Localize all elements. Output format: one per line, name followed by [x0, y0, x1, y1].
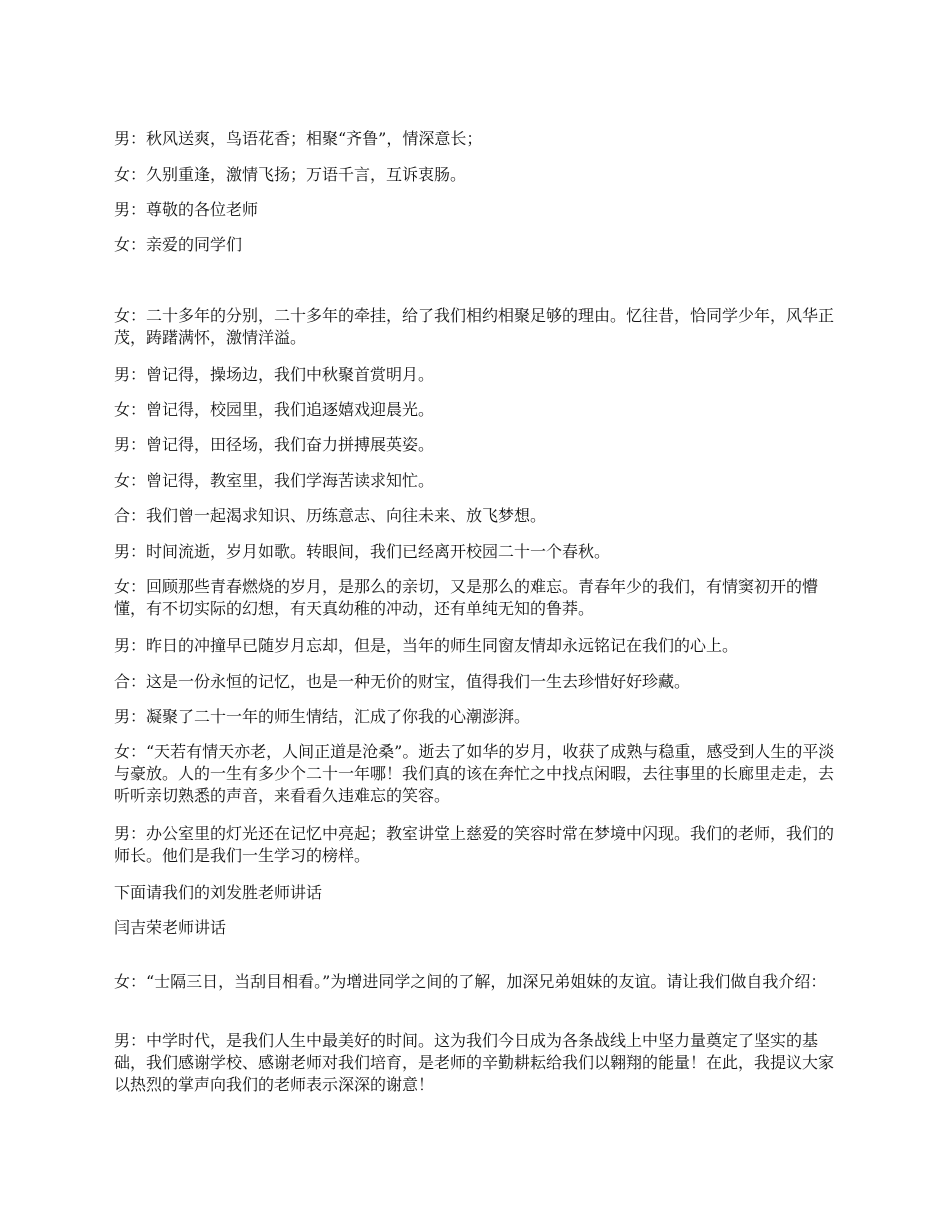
paragraph: 女：久别重逢，激情飞扬；万语千言，互诉衷肠。 [114, 165, 467, 184]
paragraph: 女：曾记得，教室里，我们学海苦读求知忙。 [114, 471, 435, 490]
paragraph: 闫吉荣老师讲话 [114, 918, 227, 937]
paragraph: 下面请我们的刘发胜老师讲话 [114, 883, 323, 902]
paragraph: 男：曾记得，操场边，我们中秋聚首赏明月。 [114, 365, 435, 384]
paragraph: 女：回顾那些青春燃烧的岁月，是那么的亲切，又是那么的难忘。青春年少的我们，有情窦初开的懵懂，有不切实际的幻想，有天真幼稚的冲动，还有单纯无知的鲁莽。 [114, 577, 819, 618]
paragraph: 男：曾记得，田径场，我们奋力拼搏展英姿。 [114, 435, 435, 454]
paragraph: 男：秋风送爽，鸟语花香；相聚“齐鲁”，情深意长； [114, 129, 483, 148]
paragraph: 女：二十多年的分别，二十多年的牵挂，给了我们相约相聚足够的理由。忆往昔，恰同学少年，风华正茂，踌躇满怀，激情洋溢。 [114, 306, 835, 347]
paragraph: 女：“士隔三日，当刮目相看。”为增进同学之间的了解，加深兄弟姐妹的友谊。请让我们做自我介绍： [114, 972, 827, 991]
paragraph: 合：我们曾一起渴求知识、历练意志、向往未来、放飞梦想。 [114, 506, 547, 525]
paragraph: 女：曾记得，校园里，我们追逐嬉戏迎晨光。 [114, 400, 435, 419]
paragraph: 男：中学时代，是我们人生中最美好的时间。这为我们今日成为各条战线上中坚力量奠定了坚实的基础，我们感谢学校、感谢老师对我们培育，是老师的辛勤耕耘给我们以翱翔的能量！在此，我提议大家以热烈的掌声向我们的老师表示深深的谢意！ [114, 1031, 835, 1094]
paragraph: 女：“天若有情天亦老，人间正道是沧桑”。逝去了如华的岁月，收获了成熟与稳重，感受到人生的平淡与豪放。人的一生有多少个二十一年哪！我们真的该在奔忙之中找点闲暇，去往事里的长廊里走走，去听听亲切熟悉的声音，来看看久违难忘的笑容。 [114, 742, 835, 805]
paragraph: 合：这是一份永恒的记忆，也是一种无价的财宝，值得我们一生去珍惜好好珍藏。 [114, 672, 691, 691]
paragraph: 女：亲爱的同学们 [114, 235, 243, 254]
paragraph: 男：凝聚了二十一年的师生情结，汇成了你我的心潮澎湃。 [114, 707, 531, 726]
paragraph: 男：办公室里的灯光还在记忆中亮起；教室讲堂上慈爱的笑容时常在梦境中闪现。我们的老师，我们的师长。他们是我们一生学习的榜样。 [114, 824, 835, 865]
paragraph: 男：昨日的冲撞早已随岁月忘却，但是，当年的师生同窗友情却永远铭记在我们的心上。 [114, 636, 739, 655]
paragraph: 男：尊敬的各位老师 [114, 200, 259, 219]
paragraph: 男：时间流逝，岁月如歌。转眼间，我们已经离开校园二十一个春秋。 [114, 542, 611, 561]
